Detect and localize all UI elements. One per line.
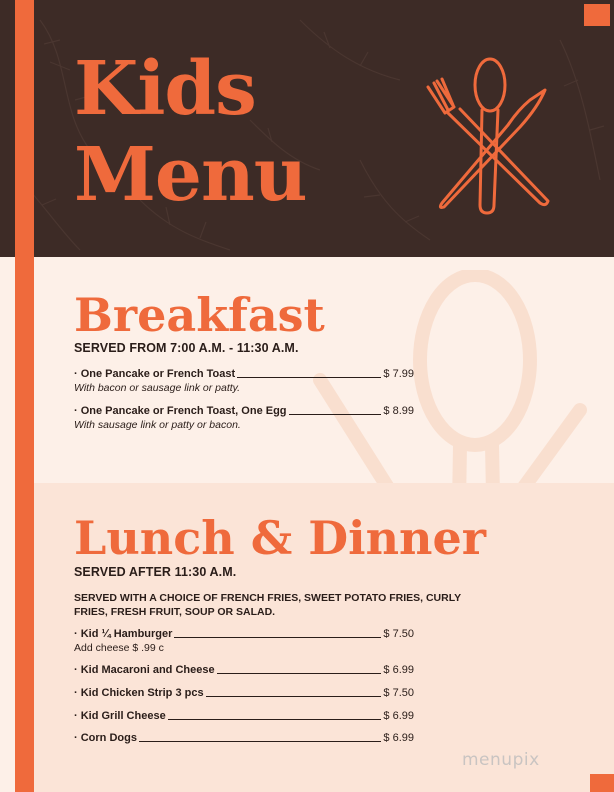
item-description: With bacon or sausage link or patty. bbox=[74, 382, 241, 394]
item-price: $ 7.99 bbox=[383, 368, 414, 380]
fork-spoon-knife-icon bbox=[420, 55, 555, 220]
item-price: $ 6.99 bbox=[383, 710, 414, 722]
item-price: $ 6.99 bbox=[383, 732, 414, 744]
leader-line bbox=[237, 377, 381, 378]
item-name: · Kid Macaroni and Cheese bbox=[74, 664, 215, 676]
item-description: Add cheese $ .99 c bbox=[74, 642, 164, 654]
item-description: With sausage link or patty or bacon. bbox=[74, 419, 241, 431]
leader-line bbox=[289, 414, 382, 415]
item-price: $ 7.50 bbox=[383, 628, 414, 640]
item-name: · One Pancake or French Toast, One Egg bbox=[74, 405, 287, 417]
leader-line bbox=[174, 637, 381, 638]
leader-line bbox=[139, 741, 381, 742]
left-accent-bar bbox=[15, 0, 34, 792]
watermark-logo: menupix bbox=[462, 750, 540, 770]
item-name: · Kid Chicken Strip 3 pcs bbox=[74, 687, 204, 699]
item-name: · Kid Grill Cheese bbox=[74, 710, 166, 722]
item-price: $ 8.99 bbox=[383, 405, 414, 417]
list-item bbox=[74, 405, 414, 431]
item-price: $ 7.50 bbox=[383, 687, 414, 699]
list-item bbox=[74, 687, 414, 699]
item-name: · Corn Dogs bbox=[74, 732, 137, 744]
page-title-menu: Menu bbox=[74, 132, 307, 218]
list-item bbox=[74, 732, 414, 744]
list-item bbox=[74, 710, 414, 722]
list-item bbox=[74, 628, 414, 654]
sides-note: SERVED WITH A CHOICE OF FRENCH FRIES, SWEET POTATO FRIES, CURLY FRIES, FRESH FRUIT, SOUP OR SALAD. bbox=[74, 592, 461, 618]
lunch-dinner-title: Lunch & Dinner bbox=[74, 511, 487, 565]
corner-accent-top bbox=[584, 4, 610, 26]
corner-accent-bottom bbox=[590, 774, 614, 792]
leader-line bbox=[168, 719, 382, 720]
list-item bbox=[74, 368, 414, 394]
header-panel bbox=[0, 0, 614, 257]
breakfast-hours: SERVED FROM 7:00 A.M. - 11:30 A.M. bbox=[74, 341, 299, 355]
breakfast-title: Breakfast bbox=[74, 288, 325, 342]
lunch-dinner-hours: SERVED AFTER 11:30 A.M. bbox=[74, 565, 237, 579]
page-title-kids: Kids bbox=[74, 46, 256, 132]
list-item bbox=[74, 664, 414, 676]
item-name: · Kid ¼ Hamburger bbox=[74, 628, 173, 640]
leader-line bbox=[217, 673, 382, 674]
item-price: $ 6.99 bbox=[383, 664, 414, 676]
item-name: · One Pancake or French Toast bbox=[74, 368, 236, 380]
leader-line bbox=[206, 696, 382, 697]
